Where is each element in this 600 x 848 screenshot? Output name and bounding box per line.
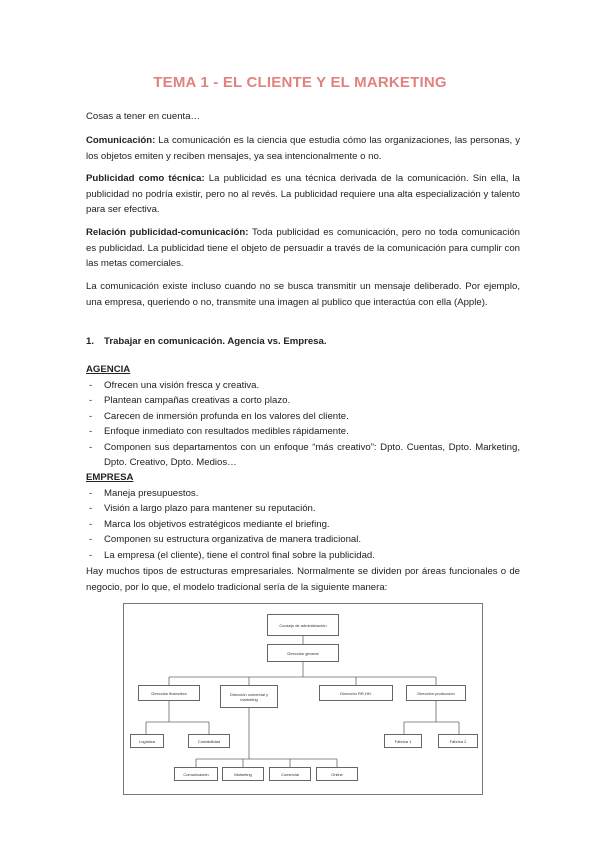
org-box-online: Online (316, 767, 358, 781)
org-box-comunicacion: Comunicación (174, 767, 218, 781)
comunicacion-text: La comunicación es la ciencia que estudia cómo las organizaciones, las personas, y los objetos emiten y reciben mensajes, ya sea intencionalmente o no. (86, 135, 520, 162)
list-item: - Componen su estructura organizativa de manera tradicional. (86, 532, 520, 548)
page-title: TEMA 1 - EL CLIENTE Y EL MARKETING (153, 74, 447, 91)
org-box-marketing: Marketing (222, 767, 264, 781)
org-box-produccion: Dirección producción (406, 685, 466, 701)
org-box-fabrica-2: Fábrica 2 (438, 734, 478, 748)
agencia-heading: AGENCIA (86, 364, 131, 375)
org-box-fabrica-1: Fábrica 1 (384, 734, 422, 748)
org-box-contabilidad: Contabilidad (188, 734, 230, 748)
relacion-text: Toda publicidad es comunicación, pero no toda comunicación es publicidad. La publicidad tiene el objeto de persuadir a través de la comunicación para cumplir con las metas comerciales. (86, 227, 520, 269)
list-item: - Marca los objetivos estratégicos mediante el briefing. (86, 517, 520, 533)
section-number: 1. (86, 336, 95, 347)
org-box-direccion-general: Dirección general (267, 644, 339, 662)
list-item: - Carecen de inmersión profunda en los valores del cliente. (86, 409, 520, 425)
list-item: - Componen sus departamentos con un enfoque “más creativo”: Dpto. Cuentas, Dpto. Marketing, Dpto. Creativo, Dpto. Medios… (86, 440, 520, 471)
section-heading (86, 336, 327, 347)
list-item: - Plantean campañas creativas a corto plazo. (86, 393, 520, 409)
comunicacion-label: Comunicación: (86, 135, 156, 146)
publicidad-label: Publicidad como técnica: (86, 173, 205, 184)
publicidad-text: La publicidad es una técnica derivada de la comunicación. Sin ella, la publicidad no podría existir, pero no al revés. La publicidad requiere una alta especialización y talento para ser efectiva. (86, 173, 521, 215)
agencia-list (86, 378, 520, 471)
paragraph-comunicacion (86, 133, 520, 164)
org-box-financiera: Dirección financiera (138, 685, 200, 701)
section-title: Trabajar en comunicación. Agencia vs. Empresa. (104, 336, 327, 347)
list-item: - Maneja presupuestos. (86, 486, 520, 502)
paragraph-publicidad (86, 171, 520, 218)
intro-text: Cosas a tener en cuenta… (86, 111, 201, 122)
org-chart (123, 603, 483, 795)
list-item: - Visión a largo plazo para mantener su reputación. (86, 501, 520, 517)
relacion-label: Relación publicidad-comunicación: (86, 227, 249, 238)
org-box-consejo: Consejo de administración (267, 614, 339, 636)
empresa-heading: EMPRESA (86, 472, 134, 483)
agencia-section (86, 362, 520, 471)
paragraph-apple: La comunicación existe incluso cuando no se busca transmitir un mensaje deliberado. Por ejemplo, una empresa, queriendo o no, transmite una imagen al publico que interactúa con ella (Apple). (86, 281, 520, 308)
org-box-rrhh: Dirección RR.HH. (319, 685, 393, 701)
paragraph-estructuras: Hay muchos tipos de estructuras empresariales. Normalmente se dividen por áreas funcionales o de negocio, por lo que, el modelo tradicional sería de la siguiente manera: (86, 566, 520, 593)
org-box-comercial: Comercial (269, 767, 311, 781)
list-item: - Enfoque inmediato con resultados medibles rápidamente. (86, 424, 520, 440)
list-item: - Ofrecen una visión fresca y creativa. (86, 378, 520, 394)
paragraph-relacion (86, 225, 520, 272)
empresa-list (86, 486, 520, 564)
org-box-logistica: Logística (130, 734, 164, 748)
empresa-section (86, 470, 520, 563)
list-item: - La empresa (el cliente), tiene el control final sobre la publicidad. (86, 548, 520, 564)
org-box-comercial-marketing: Dirección comercial y marketing (220, 685, 278, 708)
